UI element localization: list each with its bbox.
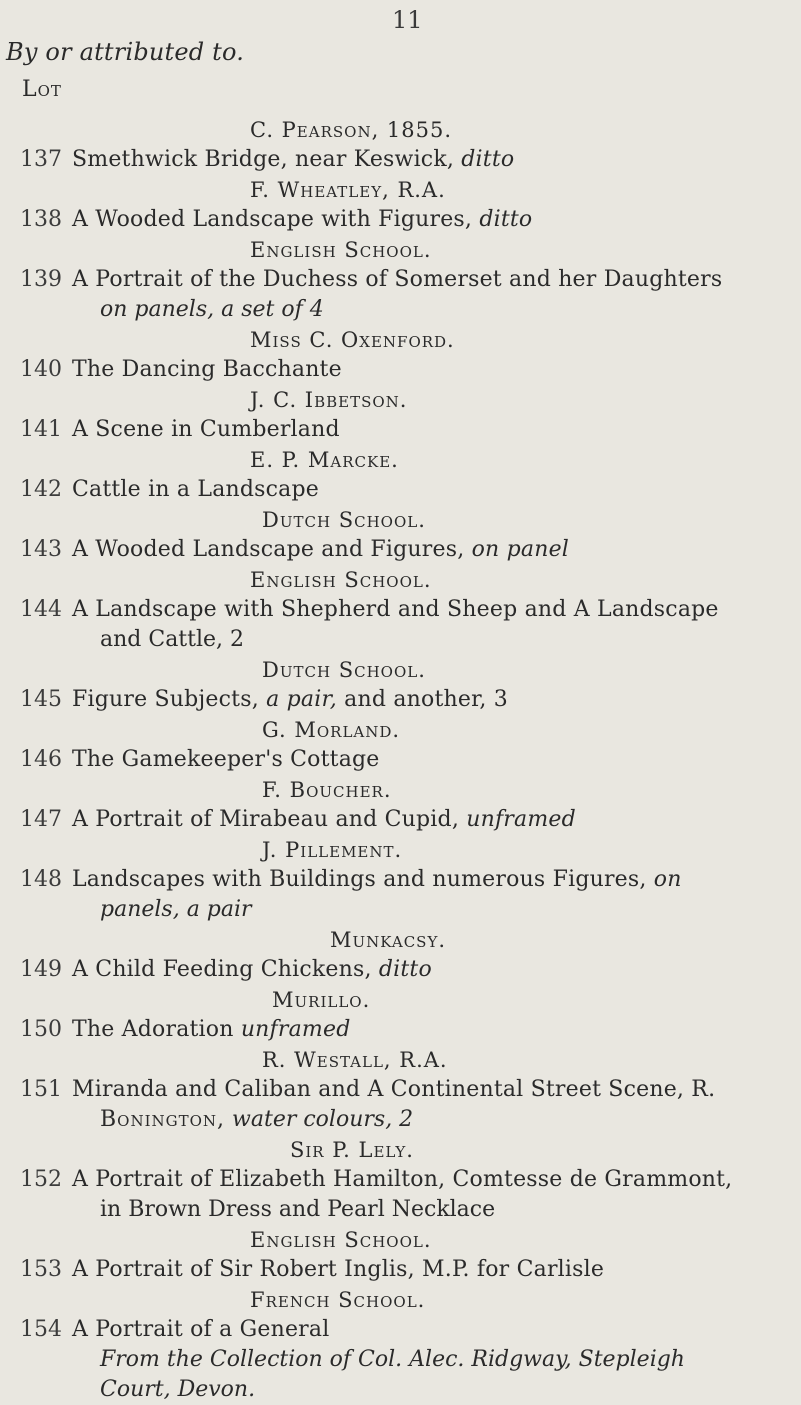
lot-title-continuation: on panels, a set of 4 — [100, 297, 324, 322]
artist-attribution: Dutch School. — [262, 508, 426, 532]
lot-title: A Portrait of Elizabeth Hamilton, Comtesse de Grammont, — [72, 1167, 733, 1192]
lot-entry — [0, 565, 801, 655]
lot-title: The Gamekeeper's Cottage — [72, 747, 380, 772]
lot-list — [0, 115, 801, 1405]
lot-entry — [0, 775, 801, 835]
lot-title-continuation: and Cattle, 2 — [100, 627, 245, 652]
lot-entry — [0, 175, 801, 235]
artist-attribution: English School. — [250, 238, 432, 262]
lot-number: 138 — [20, 207, 62, 232]
lot-entry — [0, 1285, 801, 1405]
lot-entry — [0, 1225, 801, 1285]
artist-attribution: English School. — [250, 1228, 432, 1252]
lot-title: A Scene in Cumberland — [72, 417, 340, 442]
lot-number: 145 — [20, 687, 62, 712]
lot-entry — [0, 985, 801, 1045]
lot-entry — [0, 385, 801, 445]
artist-attribution: French School. — [250, 1288, 426, 1312]
lot-entry — [0, 445, 801, 505]
lot-number: 140 — [20, 357, 62, 382]
artist-attribution: E. P. Marcke. — [250, 448, 399, 472]
lot-title-continuation: panels, a pair — [100, 897, 252, 922]
lot-title: A Portrait of the Duchess of Somerset and her Daughters — [72, 267, 723, 292]
lot-entry — [0, 835, 801, 925]
lot-title: A Wooded Landscape and Figures, on panel — [72, 537, 570, 562]
lot-title-continuation: From the Collection of Col. Alec. Ridgway, Stepleigh — [100, 1347, 685, 1372]
lot-entry — [0, 715, 801, 775]
artist-attribution: R. Westall, R.A. — [262, 1048, 448, 1072]
lot-entry — [0, 1045, 801, 1135]
lot-number: 152 — [20, 1167, 62, 1192]
lot-title: Figure Subjects, a pair, and another, 3 — [72, 687, 508, 712]
lot-number: 151 — [20, 1077, 62, 1102]
lot-title: The Dancing Bacchante — [72, 357, 342, 382]
lot-title: Landscapes with Buildings and numerous Figures, on — [72, 867, 682, 892]
lot-number: 143 — [20, 537, 62, 562]
header-note: By or attributed to. — [6, 38, 245, 66]
page-number: 11 — [392, 6, 423, 34]
artist-attribution: F. Wheatley, R.A. — [250, 178, 446, 202]
lot-number: 139 — [20, 267, 62, 292]
lot-number: 137 — [20, 147, 62, 172]
lot-entry — [0, 325, 801, 385]
lot-title: A Portrait of Mirabeau and Cupid, unframed — [72, 807, 576, 832]
artist-attribution: G. Morland. — [262, 718, 401, 742]
lot-number: 144 — [20, 597, 62, 622]
lot-title: A Portrait of a General — [72, 1317, 330, 1342]
lot-number: 147 — [20, 807, 62, 832]
lot-number: 150 — [20, 1017, 62, 1042]
lot-title: Cattle in a Landscape — [72, 477, 319, 502]
lot-title-continuation: in Brown Dress and Pearl Necklace — [100, 1197, 496, 1222]
artist-attribution: Dutch School. — [262, 658, 426, 682]
lot-entry — [0, 235, 801, 325]
lot-entry — [0, 1135, 801, 1225]
artist-attribution: C. Pearson, 1855. — [250, 118, 453, 142]
artist-attribution: Sir P. Lely. — [290, 1138, 414, 1162]
lot-title: The Adoration unframed — [72, 1017, 351, 1042]
lot-entry — [0, 505, 801, 565]
lot-number: 148 — [20, 867, 62, 892]
lot-column-label: Lot — [22, 77, 62, 102]
artist-attribution: Murillo. — [272, 988, 371, 1012]
lot-title: Miranda and Caliban and A Continental Street Scene, R. — [72, 1077, 716, 1102]
lot-number: 153 — [20, 1257, 62, 1282]
artist-attribution: English School. — [250, 568, 432, 592]
lot-title: A Portrait of Sir Robert Inglis, M.P. for Carlisle — [72, 1257, 605, 1282]
lot-number: 141 — [20, 417, 62, 442]
artist-attribution: J. C. Ibbetson. — [250, 388, 408, 412]
lot-number: 149 — [20, 957, 62, 982]
artist-attribution: Miss C. Oxenford. — [250, 328, 455, 352]
lot-title: Smethwick Bridge, near Keswick, ditto — [72, 147, 515, 172]
lot-title-continuation: Bonington, water colours, 2 — [100, 1107, 414, 1132]
lot-title: A Child Feeding Chickens, ditto — [72, 957, 432, 982]
artist-attribution: J. Pillement. — [262, 838, 403, 862]
lot-title: A Wooded Landscape with Figures, ditto — [72, 207, 533, 232]
lot-entry — [0, 925, 801, 985]
lot-number: 142 — [20, 477, 62, 502]
lot-title-continuation: Court, Devon. — [100, 1377, 256, 1402]
lot-number: 146 — [20, 747, 62, 772]
lot-number: 154 — [20, 1317, 62, 1342]
lot-title: A Landscape with Shepherd and Sheep and A Landscape — [72, 597, 719, 622]
lot-entry — [0, 655, 801, 715]
artist-attribution: Munkacsy. — [330, 928, 447, 952]
lot-entry — [0, 115, 801, 175]
artist-attribution: F. Boucher. — [262, 778, 392, 802]
